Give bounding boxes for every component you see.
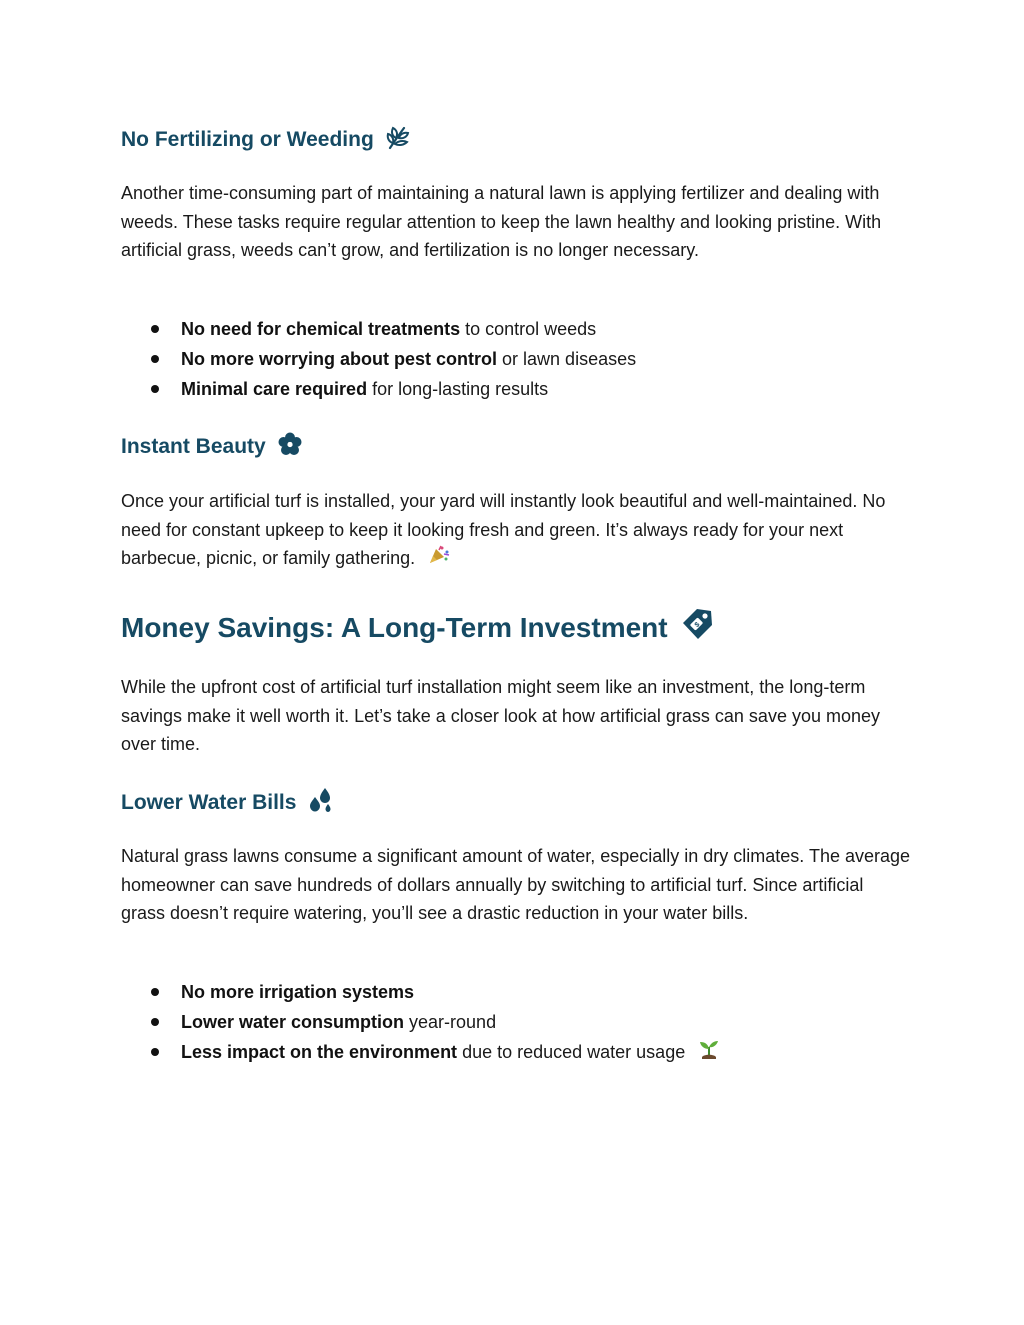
bullet-dot	[151, 355, 159, 363]
bullet-list-lower-water-bills	[151, 977, 720, 1069]
section-heading-money-savings: Money Savings: A Long-Term Investment $	[121, 607, 714, 648]
section-heading-lower-water-bills: Lower Water Bills	[121, 787, 334, 819]
svg-text:$: $	[693, 621, 702, 629]
list-item: No more worrying about pest control or lawn diseases	[151, 344, 636, 374]
blossom-icon	[278, 432, 302, 462]
paragraph-lower-water-bills: Natural grass lawns consume a significant amount of water, especially in dry climates. The average homeowner can save hundreds of dollars annually by switching to artificial turf. Since artificial grass doesn’t require watering, you’ll see a drastic reduction in your water bills.	[121, 846, 911, 923]
list-item: Minimal care required for long-lasting results	[151, 374, 636, 404]
section-heading-no-fertilizing: No Fertilizing or Weeding	[121, 124, 410, 156]
bullet-list-no-fertilizing	[151, 314, 636, 404]
bullet-dot	[151, 1048, 159, 1056]
paragraph-money-savings: While the upfront cost of artificial turf installation might seem like an investment, the long-term savings make it well worth it. Let’s take a closer look at how artificial grass can save you money over time.	[121, 677, 881, 754]
paragraph-no-fertilizing: Another time-consuming part of maintaining a natural lawn is applying fertilizer and dealing with weeds. These tasks require regular attention to keep the lawn healthy and looking pristine. With artificial grass, weeds can’t grow, and fertilization is no longer necessary.	[121, 183, 882, 260]
seedling-icon	[698, 1038, 720, 1069]
list-item: Less impact on the environment due to reduced water usage	[151, 1037, 720, 1069]
bullet-dot	[151, 1018, 159, 1026]
paragraph-instant-beauty: Once your artificial turf is installed, your yard will instantly look beautiful and well-maintained. No need for constant upkeep to keep it looking fresh and green. It’s always ready for your next barbecue, picnic, or family gathering.	[121, 487, 911, 574]
list-item: Lower water consumption year-round	[151, 1007, 720, 1037]
section-heading-instant-beauty: Instant Beauty	[121, 432, 302, 462]
bullet-dot	[151, 988, 159, 996]
bullet-dot	[151, 385, 159, 393]
bullet-dot	[151, 325, 159, 333]
herb-icon	[386, 124, 410, 156]
list-item: No need for chemical treatments to control weeds	[151, 314, 636, 344]
water-drops-icon	[308, 787, 334, 819]
party-popper-icon	[428, 545, 450, 574]
list-item: No more irrigation systems	[151, 977, 720, 1007]
money-tag-icon	[680, 607, 714, 648]
